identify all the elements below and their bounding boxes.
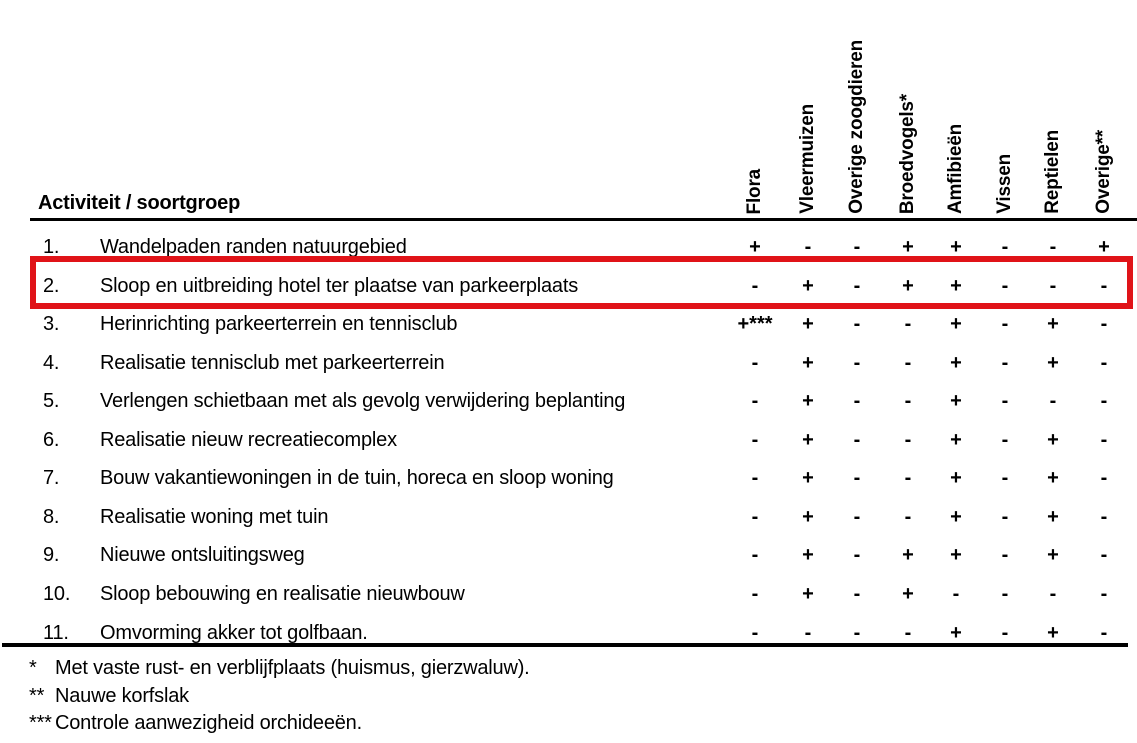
table-cell: - [853, 390, 861, 413]
table-row [0, 382, 1137, 421]
table-cell: - [1001, 236, 1009, 258]
table-cell: - [1001, 313, 1009, 336]
footnote [0, 709, 1137, 737]
table-row [0, 267, 1137, 306]
table-cell: + [1047, 351, 1059, 374]
row-activity: Herinrichting parkeerterrein en tennisclub [100, 313, 458, 336]
column-header: Broedvogels* [897, 93, 918, 214]
table-row [0, 575, 1137, 614]
table-cell: - [1001, 274, 1009, 297]
table-cell: + [902, 236, 914, 258]
table-cell: - [751, 505, 759, 528]
row-activity: Realisatie nieuw recreatiecomplex [100, 428, 397, 451]
row-activity: Bouw vakantiewoningen in de tuin, horeca en sloop woning [100, 467, 614, 490]
row-number: 10. [43, 582, 71, 605]
table-cell: - [751, 390, 759, 413]
footnote-text: Nauwe korfslak [55, 685, 189, 707]
table-cell: - [751, 621, 759, 644]
row-activity: Nieuwe ontsluitingsweg [100, 544, 305, 567]
table-cell: + [1047, 467, 1059, 490]
table-cell: + [802, 274, 814, 297]
table-cell: - [952, 582, 960, 605]
table-cell: - [1100, 621, 1108, 644]
table-cell: - [1100, 428, 1108, 451]
row-number: 2. [43, 274, 60, 297]
table-cell: - [904, 505, 912, 528]
row-number: 1. [43, 236, 60, 258]
table-cell: + [1098, 236, 1110, 258]
table-cell: - [853, 313, 861, 336]
table-cell: + [802, 582, 814, 605]
table-cell: + [902, 274, 914, 297]
table-cell: + [950, 621, 962, 644]
table-cell: - [804, 236, 812, 258]
footnote [0, 682, 1137, 710]
table-cell: - [904, 621, 912, 644]
table-cell: + [902, 544, 914, 567]
table-cell: - [904, 390, 912, 413]
table-cell: - [853, 351, 861, 374]
table-row [0, 498, 1137, 537]
column-header: Flora [744, 168, 765, 214]
table-cell: + [950, 236, 962, 258]
table-row [0, 459, 1137, 498]
table-cell: + [802, 313, 814, 336]
row-number: 11. [43, 621, 69, 644]
table-row [0, 421, 1137, 460]
footnote-marker: ** [29, 685, 45, 707]
column-header: Amfibieën [945, 123, 966, 214]
row-activity: Realisatie tennisclub met parkeerterrein [100, 351, 445, 374]
column-headers [0, 0, 1137, 216]
table-cell: + [902, 582, 914, 605]
footnote-text: Controle aanwezigheid orchideeën. [55, 712, 362, 734]
row-number: 8. [43, 505, 60, 528]
column-header: Vissen [994, 154, 1015, 214]
table-cell: - [751, 274, 759, 297]
table-cell: + [950, 505, 962, 528]
table-cell: + [802, 428, 814, 451]
column-header: Overige** [1093, 130, 1114, 214]
table-cell: +*** [737, 313, 773, 336]
footnote [0, 654, 1137, 682]
table-cell: - [853, 236, 861, 258]
footer-rule [2, 643, 1128, 647]
table-cell: - [1100, 351, 1108, 374]
table-row [0, 344, 1137, 383]
table-cell: + [1047, 621, 1059, 644]
row-activity: Omvorming akker tot golfbaan. [100, 621, 368, 644]
table-cell: - [904, 313, 912, 336]
table-cell: + [1047, 313, 1059, 336]
row-number: 4. [43, 351, 60, 374]
table-cell: - [1049, 236, 1057, 258]
row-number: 3. [43, 313, 60, 336]
table-cell: - [751, 544, 759, 567]
table-cell: - [853, 505, 861, 528]
table-cell: + [749, 236, 761, 258]
table-cell: - [1100, 390, 1108, 413]
table-cell: - [1001, 428, 1009, 451]
table-cell: + [1047, 505, 1059, 528]
table-cell: - [1001, 467, 1009, 490]
row-activity: Verlengen schietbaan met als gevolg verwijdering beplanting [100, 390, 626, 413]
table-cell: - [1001, 390, 1009, 413]
row-number: 5. [43, 390, 60, 413]
table-cell: - [804, 621, 812, 644]
table-cell: - [1001, 351, 1009, 374]
table-cell: - [751, 428, 759, 451]
table-cell: - [853, 621, 861, 644]
footnote-marker: * [29, 657, 37, 679]
column-header: Reptielen [1042, 130, 1063, 214]
table-cell: - [751, 351, 759, 374]
table-cell: + [802, 505, 814, 528]
table-row [0, 536, 1137, 575]
table-cell: + [802, 390, 814, 413]
table-cell: - [1100, 467, 1108, 490]
table-cell: - [1100, 313, 1108, 336]
table-cell: + [802, 351, 814, 374]
row-activity: Wandelpaden randen natuurgebied [100, 236, 407, 258]
table-cell: - [1100, 582, 1108, 605]
table-cell: + [802, 467, 814, 490]
table-cell: - [1049, 390, 1057, 413]
table-cell: + [1047, 544, 1059, 567]
row-number: 9. [43, 544, 60, 567]
table-cell: + [950, 313, 962, 336]
column-header: Vleermuizen [797, 104, 818, 214]
table-cell: - [1001, 582, 1009, 605]
table-cell: - [853, 274, 861, 297]
table-row [0, 305, 1137, 344]
footnote-marker: *** [29, 712, 52, 734]
table-cell: - [1100, 274, 1108, 297]
table-cell: - [904, 351, 912, 374]
column-header: Overige zoogdieren [846, 40, 867, 214]
table-cell: - [1100, 544, 1108, 567]
row-number: 6. [43, 428, 60, 451]
header-rule [30, 218, 1137, 221]
table-cell: - [751, 467, 759, 490]
row-activity: Sloop bebouwing en realisatie nieuwbouw [100, 582, 465, 605]
table-cell: + [950, 467, 962, 490]
table-cell: + [950, 274, 962, 297]
table-cell: - [751, 582, 759, 605]
table-cell: - [853, 544, 861, 567]
table-cell: + [950, 544, 962, 567]
table-cell: - [1001, 505, 1009, 528]
footnote-text: Met vaste rust- en verblijfplaats (huismus, gierzwaluw). [55, 657, 530, 679]
table-cell: + [950, 390, 962, 413]
table-cell: + [950, 428, 962, 451]
row-number: 7. [43, 467, 60, 490]
table-cell: - [1049, 274, 1057, 297]
table-cell: - [904, 428, 912, 451]
table-cell: + [802, 544, 814, 567]
table-cell: - [1049, 582, 1057, 605]
table-row [0, 228, 1137, 267]
table-cell: - [1100, 505, 1108, 528]
table-cell: - [853, 467, 861, 490]
table-cell: - [1001, 544, 1009, 567]
row-activity: Sloop en uitbreiding hotel ter plaatse van parkeerplaats [100, 274, 579, 297]
table-cell: - [853, 428, 861, 451]
table-cell: - [853, 582, 861, 605]
table-corner-header: Activiteit / soortgroep [38, 192, 241, 214]
table-cell: - [904, 467, 912, 490]
row-activity: Realisatie woning met tuin [100, 505, 329, 528]
table-cell: + [950, 351, 962, 374]
table-cell: - [1001, 621, 1009, 644]
table-cell: + [1047, 428, 1059, 451]
